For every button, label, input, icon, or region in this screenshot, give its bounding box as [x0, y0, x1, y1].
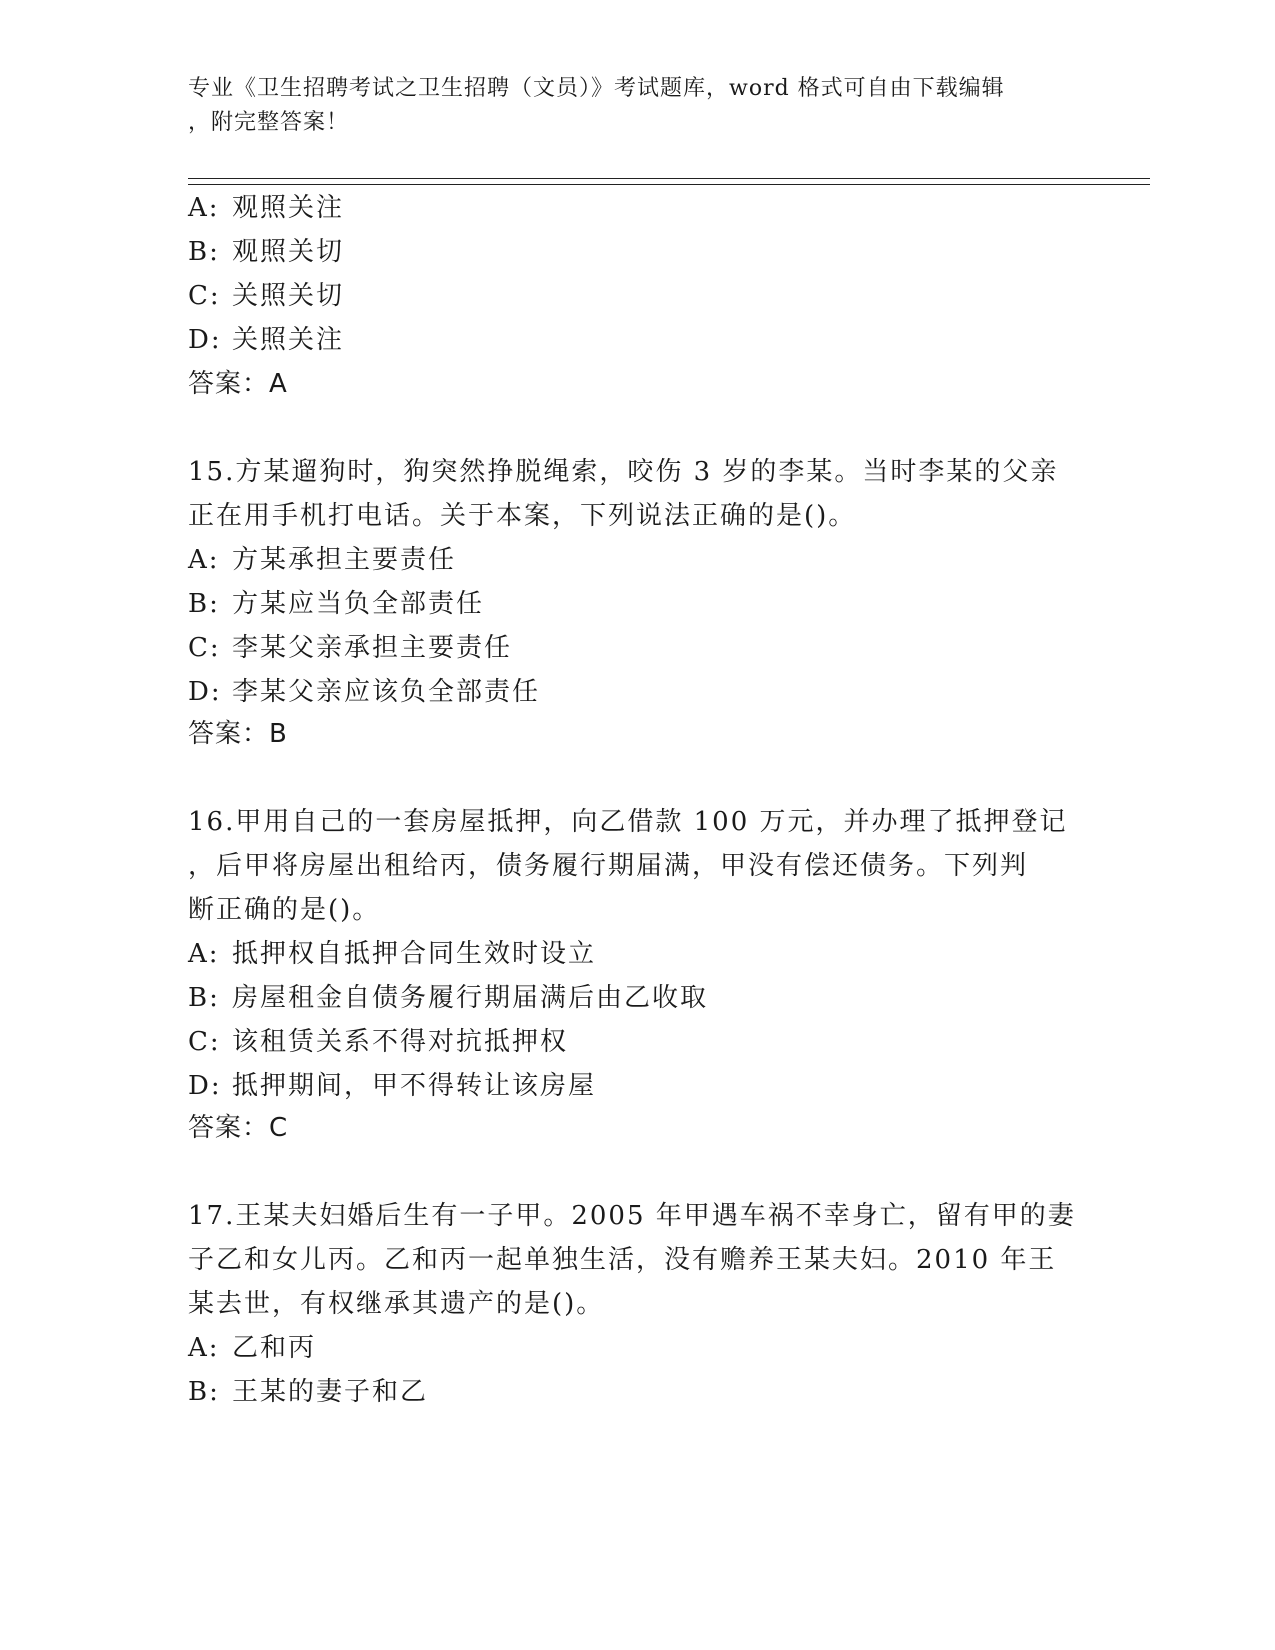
header-line-1: 专业《卫生招聘考试之卫生招聘（文员）》考试题库，word 格式可自由下载编辑 — [188, 76, 1005, 101]
q15-option-b: B: 方某应当负全部责任 — [188, 589, 485, 619]
q16-stem-line-2: ，后甲将房屋出租给丙，债务履行期届满，甲没有偿还债务。下列判 — [188, 851, 1029, 881]
q16-option-d: D: 抵押期间，甲不得转让该房屋 — [188, 1071, 597, 1101]
q17-option-a: A: 乙和丙 — [188, 1333, 317, 1363]
q15-option-c: C: 李某父亲承担主要责任 — [188, 633, 513, 663]
q16-answer: 答案：C — [188, 1113, 289, 1143]
q14-option-b: B: 观照关切 — [188, 237, 345, 267]
q17-stem-line-1: 17.王某夫妇婚后生有一子甲。2005 年甲遇车祸不幸身亡，留有甲的妻 — [188, 1201, 1076, 1231]
q17-stem-line-2: 子乙和女儿丙。乙和丙一起单独生活，没有赡养王某夫妇。2010 年王 — [188, 1245, 1057, 1275]
q15-stem-line-1: 15.方某遛狗时，狗突然挣脱绳索，咬伤 3 岁的李某。当时李某的父亲 — [188, 457, 1059, 487]
q16-option-b: B: 房屋租金自债务履行期届满后由乙收取 — [188, 983, 709, 1013]
q14-option-a: A: 观照关注 — [188, 193, 345, 223]
header-divider-bottom — [188, 184, 1150, 185]
q15-stem-line-2: 正在用手机打电话。关于本案，下列说法正确的是()。 — [188, 501, 857, 531]
document-header — [188, 72, 1088, 140]
q16-stem-line-1: 16.甲用自己的一套房屋抵押，向乙借款 100 万元，并办理了抵押登记 — [188, 807, 1068, 837]
q14-option-c: C: 关照关切 — [188, 281, 345, 311]
q15-answer: 答案：B — [188, 719, 288, 749]
q15-option-a: A: 方某承担主要责任 — [188, 545, 457, 575]
q14-option-d: D: 关照关注 — [188, 325, 345, 355]
q17-stem-line-3: 某去世，有权继承其遗产的是()。 — [188, 1289, 605, 1319]
q17-option-b: B: 王某的妻子和乙 — [188, 1377, 429, 1407]
q16-option-c: C: 该租赁关系不得对抗抵押权 — [188, 1027, 569, 1057]
q15-option-d: D: 李某父亲应该负全部责任 — [188, 677, 541, 707]
header-line-2: ，附完整答案！ — [188, 110, 350, 135]
header-divider-top — [188, 178, 1150, 179]
q14-answer: 答案：A — [188, 369, 288, 399]
q16-option-a: A: 抵押权自抵押合同生效时设立 — [188, 939, 597, 969]
q16-stem-line-3: 断正确的是()。 — [188, 895, 381, 925]
